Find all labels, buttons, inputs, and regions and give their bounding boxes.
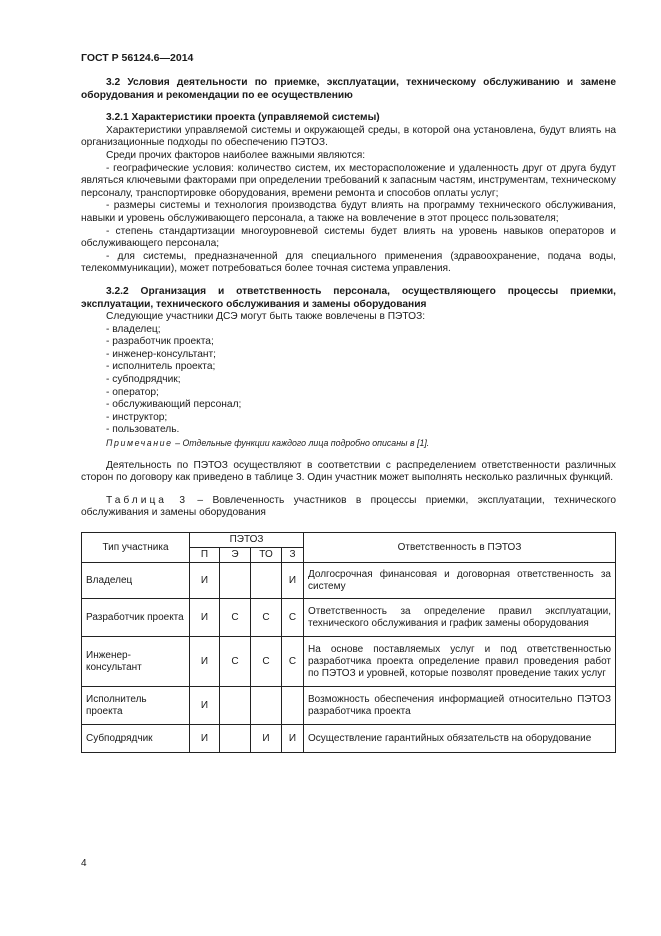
section-3-2-2-heading: 3.2.2 Организация и ответственность персонала, осуществляющего процессы приемки, эксплуатации, технического обслуживания и замены оборудования [81, 285, 616, 310]
responsibility-text: Осуществление гарантийных обязательств на оборудование [304, 725, 616, 753]
participant-type: Исполнитель проекта [82, 687, 190, 725]
responsibility-text: На основе поставляемых услуг и под ответственностью разработчика проекта определение правил проведения работ по ПЭТОЗ и уровней, которые позволят проведение таких услуг [304, 637, 616, 687]
cell-p: И [190, 687, 220, 725]
cell-z: И [282, 725, 304, 753]
paragraph: Следующие участники ДСЭ могут быть также вовлечены в ПЭТОЗ: [106, 311, 426, 323]
note [81, 437, 616, 450]
table-caption [81, 495, 616, 520]
column-header-group: ПЭТОЗ [190, 533, 304, 548]
note-label: Примечание [106, 438, 173, 449]
responsibility-text: Ответственность за определение правил эксплуатации, технического обслуживания и график замены оборудования [304, 599, 616, 637]
cell-e [220, 687, 251, 725]
list-item: - для системы, предназначенной для специального применения (здравоохранение, подача воды, телекоммуникации), может потребоваться более точная система управления. [81, 250, 616, 275]
page-number: 4 [81, 858, 87, 869]
paragraph: Среди прочих факторов наиболее важными являются: [106, 149, 366, 161]
participant-type: Субподрядчик [82, 725, 190, 753]
participant-type: Инженер-консультант [82, 637, 190, 687]
table-row [82, 637, 616, 687]
cell-to: С [251, 637, 282, 687]
subcolumn-header: З [282, 548, 304, 563]
cell-to [251, 563, 282, 599]
subcolumn-header: П [190, 548, 220, 563]
cell-p: И [190, 637, 220, 687]
cell-to [251, 687, 282, 725]
table-caption-label: Таблица 3 [106, 494, 188, 506]
column-header-type: Тип участника [82, 533, 190, 563]
list-item: - разработчик проекта; [106, 336, 214, 348]
table-header-row [82, 533, 616, 548]
list-item: - пользователь. [106, 424, 180, 436]
cell-e [220, 725, 251, 753]
cell-to: С [251, 599, 282, 637]
responsibility-text: Долгосрочная финансовая и договорная ответственность за систему [304, 563, 616, 599]
document-body [81, 77, 616, 753]
cell-z: С [282, 637, 304, 687]
cell-p: И [190, 599, 220, 637]
list-item: - обслуживающий персонал; [106, 399, 242, 411]
responsibility-text: Возможность обеспечения информацией относительно ПЭТОЗ разработчика проекта [304, 687, 616, 725]
subcolumn-header: Э [220, 548, 251, 563]
column-header-responsibility: Ответственность в ПЭТОЗ [304, 533, 616, 563]
list-item: - исполнитель проекта; [106, 361, 216, 373]
cell-e: С [220, 599, 251, 637]
list-item: - субподрядчик; [106, 374, 181, 386]
list-item: - инженер-консультант; [106, 348, 216, 360]
participant-type: Владелец [82, 563, 190, 599]
document-id: ГОСТ Р 56124.6—2014 [81, 52, 194, 64]
list-item: - географические условия: количество систем, их месторасположение и удаленность друг от друга будут являться ключевыми факторами при определении требований к запасным частям, инструментам, техническому персоналу, транспортировке оборудования, времени ремонта и способов оплаты услуг; [81, 162, 616, 199]
cell-z: И [282, 563, 304, 599]
list-item: - степень стандартизации многоуровневой системы будет влиять на уровень навыков операторов и обслуживающего персонала; [81, 225, 616, 250]
cell-z: С [282, 599, 304, 637]
cell-e [220, 563, 251, 599]
participants-table [81, 532, 616, 753]
participant-type: Разработчик проекта [82, 599, 190, 637]
list-item: - инструктор; [106, 411, 168, 423]
paragraph: Деятельность по ПЭТОЗ осуществляют в соответствии с распределением ответственности различных сторон по договору как приведено в таблице 3. Один участник может выполнять несколько различных функций. [81, 459, 616, 484]
section-3-2-1-heading: 3.2.1 Характеристики проекта (управляемой системы) [106, 112, 380, 124]
section-3-2-heading: 3.2 Условия деятельности по приемке, эксплуатации, техническому обслуживанию и замене оборудования и рекомендации по ее осуществлению [81, 77, 616, 101]
note-text: – Отдельные функции каждого лица подробно описаны в [1]. [172, 438, 430, 449]
table-caption-text: – Вовлеченность участников в процессы приемки, эксплуатации, технического обслуживания и замены оборудования [81, 494, 616, 519]
cell-p: И [190, 725, 220, 753]
cell-p: И [190, 563, 220, 599]
subcolumn-header: ТО [251, 548, 282, 563]
list-item: - размеры системы и технология производства будут влиять на программу технического обслуживания, навыки и уровень обслуживающего персонала, а также на вовлечение в этот процесс пользователя; [81, 200, 616, 224]
paragraph: Характеристики управляемой системы и окружающей среды, в которой она установлена, будут влиять на организационные подходы по обеспечению ПЭТОЗ. [81, 124, 616, 149]
table-row [82, 687, 616, 725]
table-row [82, 725, 616, 753]
list-item: - владелец; [106, 323, 161, 335]
table-row [82, 599, 616, 637]
cell-e: С [220, 637, 251, 687]
cell-to: И [251, 725, 282, 753]
cell-z [282, 687, 304, 725]
list-item: - оператор; [106, 386, 159, 398]
table-row [82, 563, 616, 599]
